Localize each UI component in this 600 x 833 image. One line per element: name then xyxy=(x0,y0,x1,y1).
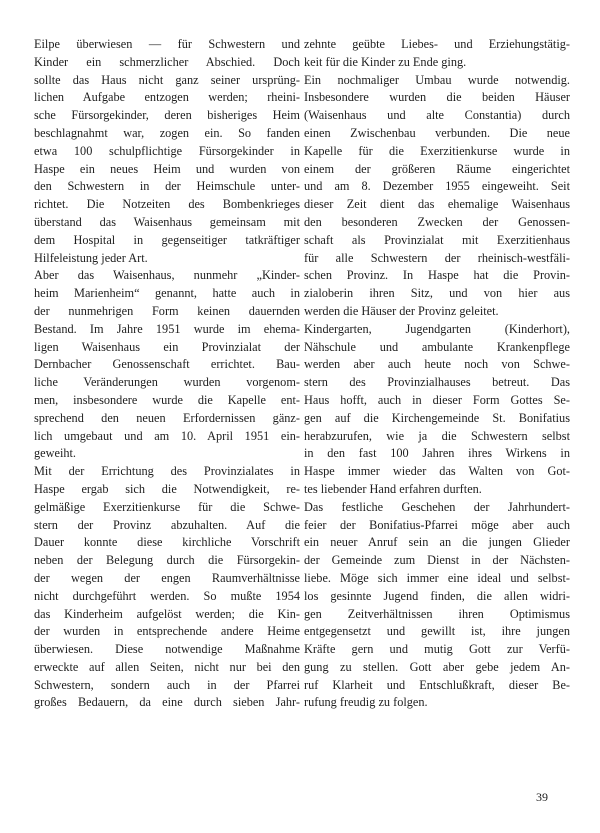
text-line: einem der größeren Räume eingerichtet xyxy=(304,161,570,176)
text-line: Kräfte gern und mutig Gott zur Verfü- xyxy=(304,642,570,657)
text-line: herabzurufen, wie ja die Schwestern selbst xyxy=(304,428,570,443)
text-line: rufung freudig zu folgen. xyxy=(304,695,428,710)
left-column xyxy=(34,36,300,712)
text-line: gen Zeitverhältnissen ihren Optimismus xyxy=(304,606,570,621)
text-line: keit für die Kinder zu Ende ging. xyxy=(304,54,467,69)
text-line: großes Bedauern, da eine durch sieben Jahr- xyxy=(34,695,300,710)
text-line: ligen Waisenhaus ein Provinzialat der xyxy=(34,339,300,354)
text-line: Insbesondere wurden die beiden Häuser xyxy=(304,90,570,105)
text-line: erweckte auf allen Seiten, nicht nur bei den xyxy=(34,659,300,674)
text-line: dieser Zeit dient das ehemalige Waisenhaus xyxy=(304,197,570,212)
text-line: los gesinnte Jugend finden, die allen widri- xyxy=(304,588,570,603)
text-line: (Waisenhaus und alte Constantia) durch xyxy=(304,108,570,123)
text-line: schaft als Provinzialat mit Exerzitienhaus xyxy=(304,232,570,247)
text-line: einen Zwischenbau verbunden. Die neue xyxy=(304,125,570,140)
text-line: Haus hofft, auch in dieser Form Gottes Se- xyxy=(304,392,570,407)
text-line: ein neuer Anruf sein an die jungen Glieder xyxy=(304,535,570,550)
text-line: sollte das Haus nicht ganz seiner ursprüng- xyxy=(34,72,300,87)
text-line: dem Hospital in gegenseitiger tatkräftiger xyxy=(34,232,300,247)
text-line: sche Fürsorgekinder, deren bisheriges Heim xyxy=(34,108,300,123)
text-line: tes liebender Hand erfahren durften. xyxy=(304,481,482,496)
text-line: der Gemeinde zum Dienst in der Nächsten- xyxy=(304,553,570,568)
text-line: entgegensetzt und gewillt ist, ihre jungen xyxy=(304,624,570,639)
text-line: Das festliche Geschehen der Jahrhundert- xyxy=(304,499,570,514)
text-line: men, insbesondere wurde die Kapelle ent- xyxy=(34,392,300,407)
text-line: den Schwestern in der Heimschule unter- xyxy=(34,179,300,194)
text-line: der wurden in entsprechende andere Heime xyxy=(34,624,300,639)
text-line: nicht durchgeführt werden. So mußte 1954 xyxy=(34,588,300,603)
text-line: für alle Schwestern der rheinisch-westfäli- xyxy=(304,250,570,265)
text-line: und am 8. Dezember 1955 eingeweiht. Seit xyxy=(304,179,570,194)
text-line: zialoberin ihren Sitz, und von hier aus xyxy=(304,286,570,301)
text-line: stern des Provinzialhauses betreut. Das xyxy=(304,375,570,390)
text-line: Nähschule und ambulante Krankenpflege xyxy=(304,339,570,354)
text-line: geweiht. xyxy=(34,446,77,461)
text-line: Schwestern, sondern auch in der Pfarrei xyxy=(34,677,300,692)
text-line: Kapelle für die Exerzitienkurse wurde in xyxy=(304,143,570,158)
text-line: gen auf die Kirchengemeinde St. Bonifatius xyxy=(304,410,570,425)
text-line: liche Veränderungen wurden vorgenom- xyxy=(34,375,300,390)
text-line: ruf Klarheit und Entschlußkraft, dieser Be- xyxy=(304,677,570,692)
text-line: stern der Provinz abzuhalten. Auf die xyxy=(34,517,300,532)
right-column xyxy=(304,36,570,712)
text-line: schen Provinz. In Haspe hat die Provin- xyxy=(304,268,570,283)
text-line: lichen Aufgabe entzogen werden; rheini- xyxy=(34,90,300,105)
text-line: überstand das Waisenhaus gemeinsam mit xyxy=(34,214,300,229)
text-line: den besonderen Zwecken der Genossen- xyxy=(304,214,570,229)
text-line: überwiesen. Diese notwendige Maßnahme xyxy=(34,642,300,657)
text-line: etwa 100 schulpflichtige Fürsorgekinder in xyxy=(34,143,300,158)
text-line: Hilfeleistung jeder Art. xyxy=(34,250,148,265)
text-line: Dauer konnte diese kirchliche Vorschrift xyxy=(34,535,300,550)
text-line: heim Marienheim“ genannt, hatte auch in xyxy=(34,286,300,301)
text-line: neben der Belegung durch die Fürsorgekin- xyxy=(34,553,300,568)
text-line: zehnte geübte Liebes- und Erziehungstätig- xyxy=(304,37,570,51)
text-line: das Kinderheim aufgelöst werden; die Kin- xyxy=(34,606,300,621)
text-line: Dernbacher Genossenschaft errichtet. Bau- xyxy=(34,357,300,372)
text-line: liebe. Möge sich immer eine ideal und selbst- xyxy=(304,570,570,585)
text-line: sprechend den neuen Erfordernissen gänz- xyxy=(34,410,300,425)
text-line: werden die Häuser der Provinz geleitet. xyxy=(304,303,499,318)
text-line: Aber das Waisenhaus, nunmehr „Kinder- xyxy=(34,268,300,283)
text-line: werden aber auch heute noch von Schwe- xyxy=(304,357,570,372)
text-line: richtet. Die Notzeiten des Bombenkrieges xyxy=(34,197,300,212)
text-line: Eilpe überwiesen — für Schwestern und xyxy=(34,37,300,51)
text-line: gung zu stellen. Gott aber gebe jedem An- xyxy=(304,659,570,674)
text-line: lich umgebaut und am 10. April 1951 ein- xyxy=(34,428,300,443)
text-line: der nunmehrigen Form keinen dauernden xyxy=(34,303,300,318)
text-line: feier der Bonifatius-Pfarrei möge aber auch xyxy=(304,517,570,532)
text-line: Kinder ein schmerzlicher Abschied. Doch xyxy=(34,54,300,69)
text-line: beschlagnahmt war, zogen ein. So fanden xyxy=(34,125,300,140)
text-line: Ein nochmaliger Umbau wurde notwendig. xyxy=(304,72,570,87)
text-line: Kindergarten, Jugendgarten (Kinderhort), xyxy=(304,321,570,336)
text-line: Haspe immer wieder das Walten von Got- xyxy=(304,464,570,479)
text-line: Bestand. Im Jahre 1951 wurde im ehema- xyxy=(34,321,300,336)
text-line: Mit der Errichtung des Provinzialates in xyxy=(34,464,300,479)
text-line: gelmäßige Exerzitienkurse für die Schwe- xyxy=(34,499,300,514)
page-number: 39 xyxy=(536,790,548,804)
text-line: in den fast 100 Jahren ihres Wirkens in xyxy=(304,446,570,461)
text-line: Haspe ein neues Heim und wurden von xyxy=(34,161,300,176)
text-line: der wegen der engen Raumverhältnisse xyxy=(34,570,300,585)
text-line: Haspe ergab sich die Notwendigkeit, re- xyxy=(34,481,300,496)
